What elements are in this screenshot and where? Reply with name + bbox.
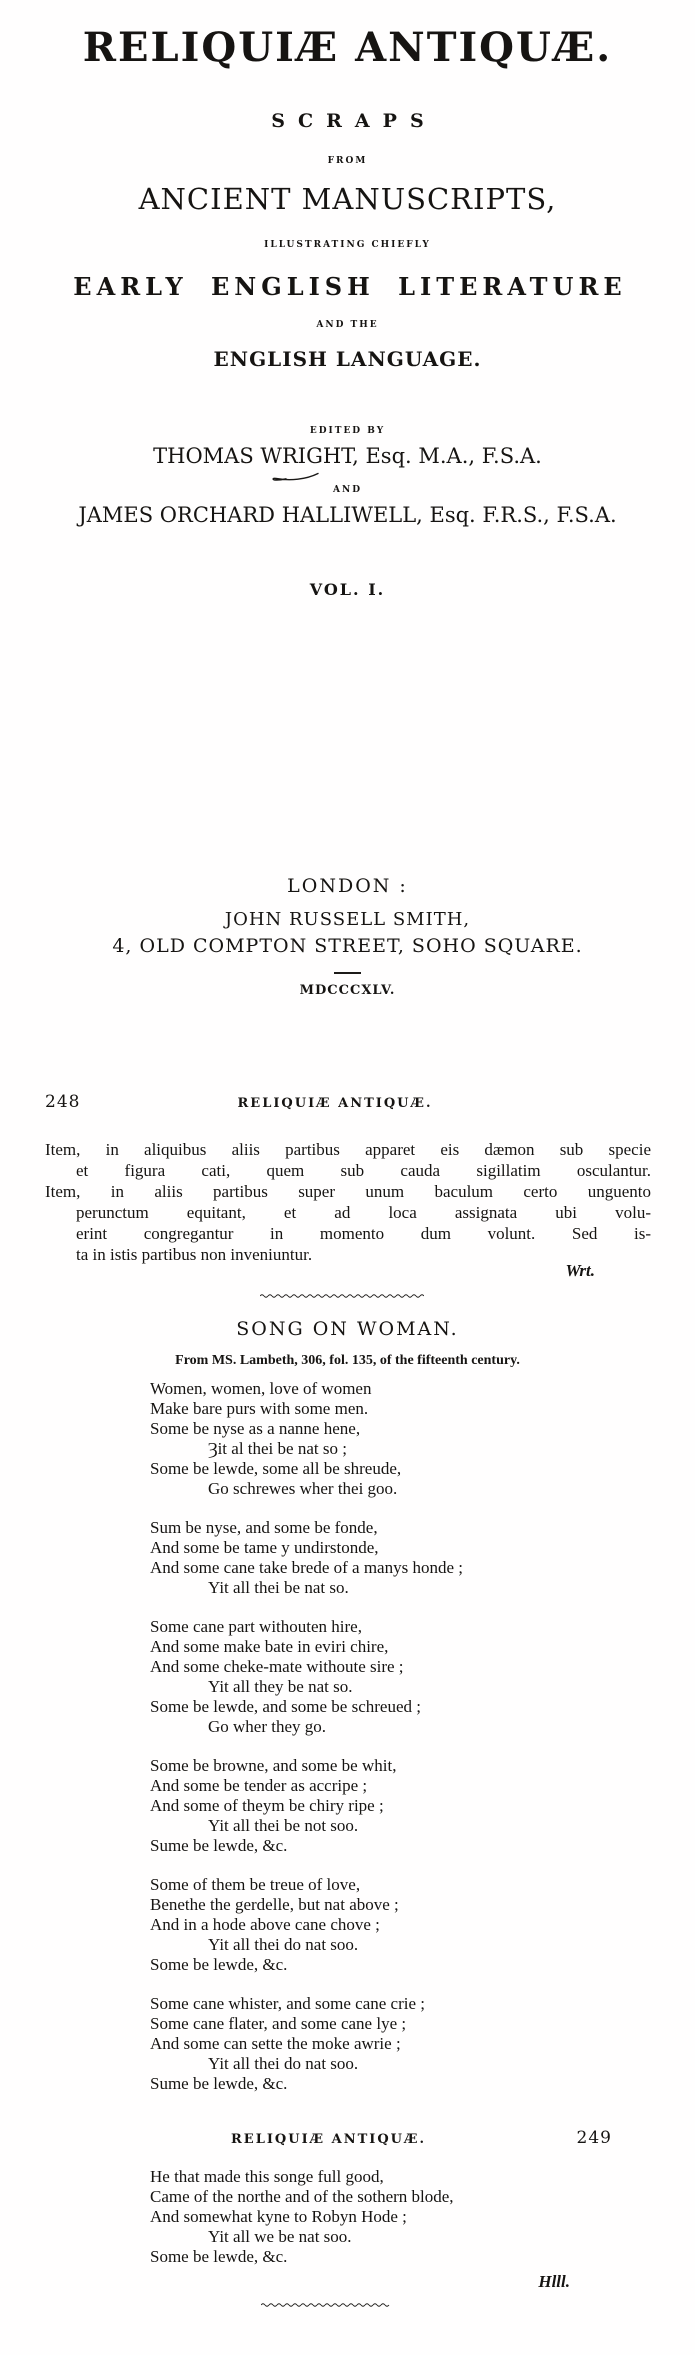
song-source-note: From MS. Lambeth, 306, fol. 135, of the fifteenth century. xyxy=(175,1353,520,1368)
song-title: SONG ON WOMAN. xyxy=(236,1318,459,1340)
main-title: RELIQUIÆ ANTIQUÆ. xyxy=(82,24,613,71)
text-line: Some cane part withouten hire, xyxy=(150,1617,362,1636)
wavy-divider xyxy=(261,2301,391,2309)
publication-year: MDCCCXLV. xyxy=(299,983,396,998)
text-line: Item, in aliis partibus super unum baculum certo unguento xyxy=(45,1182,651,1201)
running-header: RELIQUIÆ ANTIQUÆ. xyxy=(230,2132,426,2147)
text-line: Yit all thei do nat soo. xyxy=(208,2054,359,2073)
imprint-rule xyxy=(334,972,361,974)
latin-entry-attribution: Wrt. xyxy=(565,1261,595,1280)
text-line: Go wher they go. xyxy=(208,1717,327,1736)
stanza xyxy=(150,2167,570,2267)
latin-entry xyxy=(45,1139,651,1265)
illustrating-chiefly-label: ILLUSTRATING CHIEFLY xyxy=(264,240,431,250)
edited-by-label: EDITED BY xyxy=(309,426,386,436)
text-line: And some be tender as accripe ; xyxy=(150,1776,368,1795)
text-line: Yit all thei be nat so. xyxy=(208,1578,349,1597)
text-line: Came of the northe and of the sothern blode, xyxy=(150,2187,454,2206)
subtitle-scraps: SCRAPS xyxy=(271,110,437,132)
text-line: et figura cati, quem sub cauda sigillatim osculantur. xyxy=(76,1161,651,1180)
from-label: FROM xyxy=(327,156,368,166)
page-number-249: 249 xyxy=(576,2128,612,2148)
text-line: And some of theym be chiry ripe ; xyxy=(150,1796,384,1815)
stanza xyxy=(150,1617,580,1737)
running-header: RELIQUIÆ ANTIQUÆ. xyxy=(237,1096,433,1111)
subject-early-english-literature: EARLY ENGLISH LITERATURE xyxy=(73,272,627,301)
text-line: And some can sette the moke awrie ; xyxy=(150,2034,401,2053)
volume-label: VOL. I. xyxy=(309,580,386,599)
page-number-248: 248 xyxy=(45,1092,81,1112)
stanza xyxy=(150,1994,580,2094)
text-line: Some cane whister, and some cane crie ; xyxy=(150,1994,425,2013)
text-line: And some cane take brede of a manys honde ; xyxy=(150,1558,463,1577)
text-line: Item, in aliquibus aliis partibus apparet eis dæmon sub specie xyxy=(45,1140,651,1159)
subtitle-ancient-manuscripts: ANCIENT MANUSCRIPTS, xyxy=(138,182,557,216)
text-line: Sume be lewde, &c. xyxy=(150,2074,288,2093)
text-line: And somewhat kyne to Robyn Hode ; xyxy=(150,2207,407,2226)
text-line: Women, women, love of women xyxy=(150,1379,372,1398)
stanza xyxy=(150,1875,580,1975)
text-line: And some be tame y undirstonde, xyxy=(150,1538,379,1557)
stanza xyxy=(150,1379,580,1499)
text-line: Some of them be treue of love, xyxy=(150,1875,361,1894)
text-line: And some cheke-mate withoute sire ; xyxy=(150,1657,404,1676)
stanza xyxy=(150,1518,580,1598)
text-line: Yit all thei be not soo. xyxy=(208,1816,359,1835)
flourish-ornament xyxy=(268,471,320,482)
text-line: Make bare purs with some men. xyxy=(150,1399,369,1418)
text-line: Some be lewde, &c. xyxy=(150,1955,288,1974)
wavy-divider xyxy=(260,1292,424,1300)
text-line: Some be browne, and some be whit, xyxy=(150,1756,397,1775)
text-line: He that made this songe full good, xyxy=(150,2167,384,2186)
text-line: perunctum equitant, et ad loca assignata ubi volu- xyxy=(76,1203,651,1222)
text-line: Some be lewde, &c. xyxy=(150,2247,288,2266)
text-line: Sume be lewde, &c. xyxy=(150,1836,288,1855)
and-the-label: AND THE xyxy=(316,320,379,330)
text-line: Sum be nyse, and some be fonde, xyxy=(150,1518,378,1537)
subject-english-language: ENGLISH LANGUAGE. xyxy=(213,347,482,371)
text-line: And in a hode above cane chove ; xyxy=(150,1915,380,1934)
stanza xyxy=(150,1756,580,1856)
imprint-city: LONDON : xyxy=(287,875,408,897)
editor-thomas-wright: THOMAS WRIGHT, Esq. M.A., F.S.A. xyxy=(153,444,542,468)
and-label: AND xyxy=(332,485,362,495)
text-line: Go schrewes wher thei goo. xyxy=(208,1479,398,1498)
text-line: ta in istis partibus non inveniuntur. xyxy=(76,1245,313,1264)
text-line: Some be lewde, some all be shreude, xyxy=(150,1459,402,1478)
text-line: Yit all they be nat so. xyxy=(208,1677,353,1696)
text-line: Some be nyse as a nanne hene, xyxy=(150,1419,361,1438)
text-line: Yit all we be nat soo. xyxy=(208,2227,352,2246)
text-line: Some be lewde, and some be schreued ; xyxy=(150,1697,421,1716)
text-line: Ȝit al thei be nat so ; xyxy=(208,1439,347,1458)
page-header-248 xyxy=(45,1094,625,1111)
text-line: erint congregantur in momento dum volunt. Sed is- xyxy=(76,1224,651,1243)
poem-final-stanza xyxy=(150,2167,570,2267)
text-line: And some make bate in eviri chire, xyxy=(150,1637,389,1656)
text-line: Yit all thei do nat soo. xyxy=(208,1935,359,1954)
poem-attribution: Hlll. xyxy=(538,2272,570,2291)
text-line: Some cane flater, and some cane lye ; xyxy=(150,2014,407,2033)
poem-song-on-woman xyxy=(150,1379,580,2094)
publisher-address: 4, OLD COMPTON STREET, SOHO SQUARE. xyxy=(112,935,583,957)
text-line: Benethe the gerdelle, but nat above ; xyxy=(150,1895,399,1914)
publisher-name: JOHN RUSSELL SMITH, xyxy=(224,909,471,930)
editor-james-halliwell: JAMES ORCHARD HALLIWELL, Esq. F.R.S., F.S.A. xyxy=(78,503,617,527)
page-header-249 xyxy=(45,2130,612,2147)
